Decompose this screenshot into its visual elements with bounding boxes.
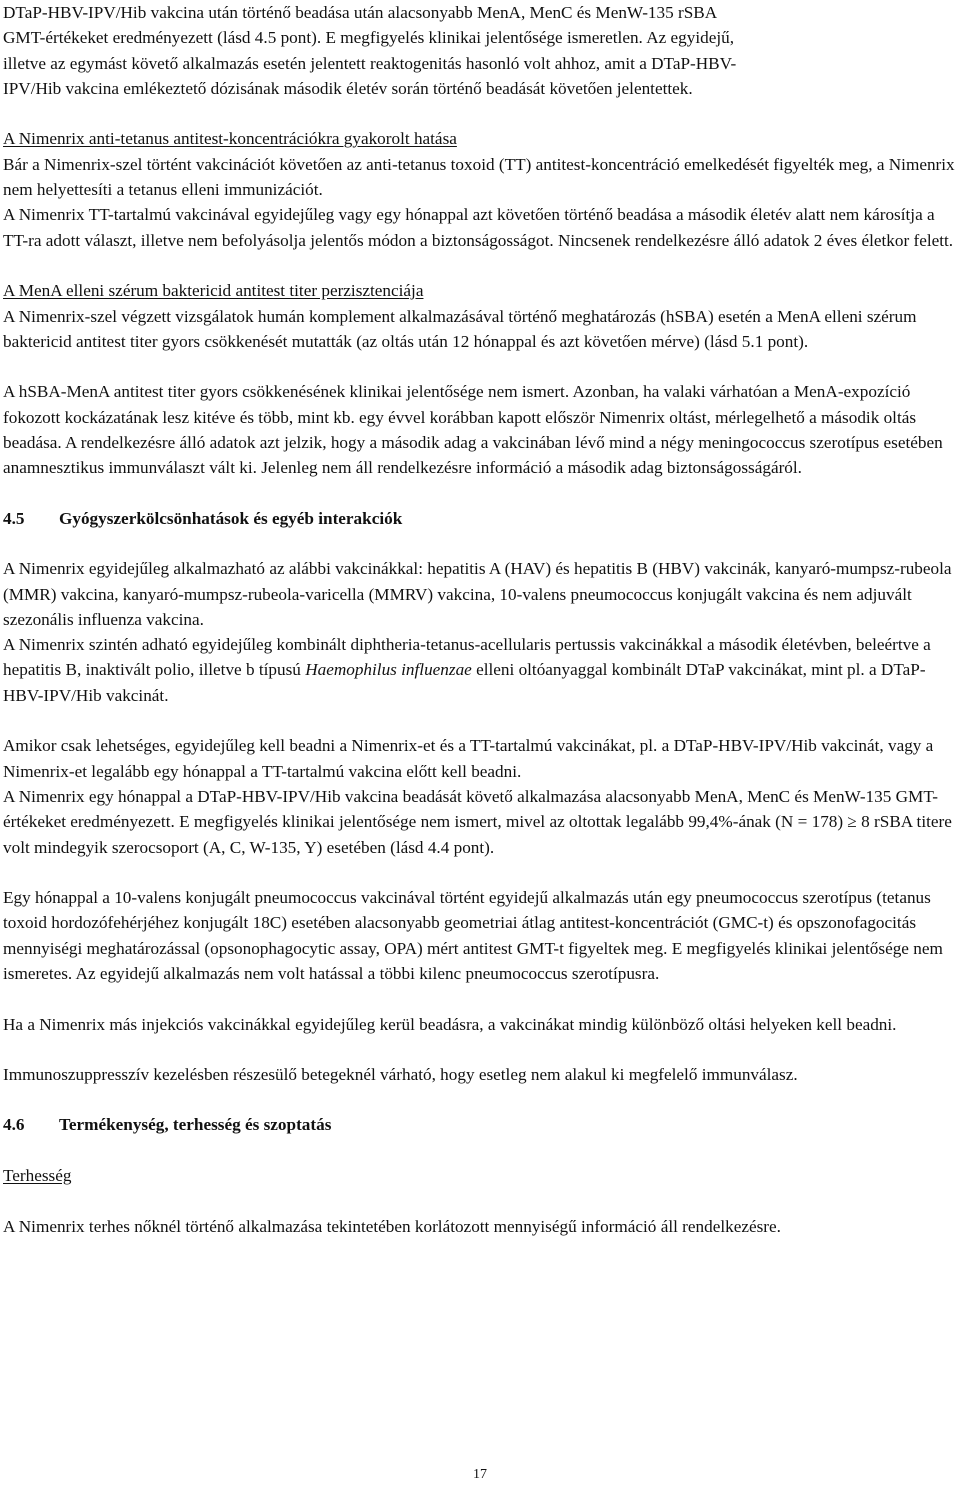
section-4-6-paragraph-1: A Nimenrix terhes nőknél történő alkalmazása tekintetében korlátozott mennyiségű információ áll rendelkezésre.: [3, 1216, 781, 1236]
tetanus-paragraph-2: A Nimenrix TT-tartalmú vakcinával egyidejűleg vagy egy hónappal azt követően történő beadása a második életév alatt nem károsítja a TT-ra adott választ, illetve nem befolyásolja jelentős módon a biztonságosságot. Nincsenek rendelkezésre álló adatok 2 éves életkor felett.: [3, 205, 954, 250]
section-4-5-paragraph-3: Amikor csak lehetséges, egyidejűleg kell beadni a Nimenrix-et és a TT-tartalmú vakcinákat, pl. a DTaP-HBV-IPV/Hib vakcinát, vagy a Nimenrix-et legalább egy hónappal a TT-tartalmú vakcina előtt kell beadni.: [3, 736, 934, 781]
mena-paragraph-1: A Nimenrix-szel végzett vizsgálatok humán komplement alkalmazásával történő meghatározás (hSBA) esetén a MenA elleni szérum baktericid antitest titer gyors csökkenését mutatták (az oltás után 12 hónappal és azt követően mérve) (lásd 5.1 pont).: [3, 306, 917, 351]
pregnancy-subtitle: [3, 1163, 955, 1188]
intro-line-3: illetve az egymást követő alkalmazás esetén jelentett reaktogenitás hasonló volt ahhoz, amit a DTaP-HBV-: [3, 53, 737, 73]
section-4-5-paragraph-4: A Nimenrix egy hónappal a DTaP-HBV-IPV/Hib vakcina beadását követő alkalmazása alacsonyabb MenA, MenC és MenW-135 GMT-értékeket eredményezett. E megfigyelés klinikai jelentősége nem ismert, mivel az oltottak legalább 99,4%-ának (N = 178) ≥ 8 rSBA titere volt mindegyik szerocsoport (A, C, W-135, Y) esetében (lásd 4.4 pont).: [3, 786, 952, 857]
tetanus-title-text: A Nimenrix anti-tetanus antitest-koncentrációkra gyakorolt hatása: [3, 129, 457, 149]
tetanus-title: [3, 126, 955, 151]
tetanus-paragraph-1: Bár a Nimenrix-szel történt vakcinációt követően az anti-tetanus toxoid (TT) antitest-koncentráció emelkedését figyelték meg, a Nimenrix nem helyettesíti a tetanus elleni immunizációt.: [3, 154, 955, 200]
section-4-5-paragraph-7: Immunoszuppresszív kezelésben részesülő betegeknél várható, hogy esetleg nem alakul ki megfelelő immunválasz.: [3, 1065, 798, 1085]
intro-paragraph: [3, 0, 955, 101]
section-4-5-heading: [3, 506, 955, 531]
pregnancy-subtitle-text: Terhesség: [3, 1166, 72, 1186]
mena-title-text: A MenA elleni szérum baktericid antitest titer perzisztenciája: [3, 281, 424, 301]
intro-line-4: IPV/Hib vakcina emlékeztető dózisának második életév során történő beadását követően jelentettek.: [3, 78, 693, 98]
section-4-5-paragraph-2-end: elleni oltóanyaggal kombinált DTaP vakcinákat, mint pl. a DTaP-HBV-IPV/Hib vakcinát.: [3, 660, 926, 705]
section-4-5-paragraph-2-start: A Nimenrix szintén adható egyidejűleg kombinált diphtheria-tetanus-acellularis pertussis vakcinákkal a második életévben, beleértve a hepatitis B, inaktivált polio, illetve b típusú: [3, 635, 931, 680]
document-page: [3, 0, 955, 1239]
section-4-5-title: Gyógyszerkölcsönhatások és egyéb interakciók: [59, 508, 403, 528]
section-4-6-title: Termékenység, terhesség és szoptatás: [59, 1115, 332, 1135]
section-4-5-paragraph-2-italic: Haemophilus influenzae: [305, 660, 472, 680]
section-4-5-paragraph-1: A Nimenrix egyidejűleg alkalmazható az alábbi vakcinákkal: hepatitis A (HAV) és hepatitis B (HBV) vakcinák, kanyaró-mumpsz-rubeola (MMR) vakcina, kanyaró-mumpsz-rubeola-varicella (MMRV) vakcina, 10-valens pneumococcus konjugált vakcina és nem adjuvált szezonális influenza vakcina.: [3, 559, 952, 629]
section-4-5-paragraph-5: Egy hónappal a 10-valens konjugált pneumococcus vakcinával történt egyidejű alkalmazás után egy pneumococcus szerotípus (tetanus toxoid hordozófehérjéhez konjugált 18C) esetében alacsonyabb geometriai átlag antitest-koncentrációt (GMC-t) és opszonofagocitás mennyiségi meghatározással (opsonophagocytic assay, OPA) mért antitest GMT-t figyeltek meg. E megfigyelés klinikai jelentősége nem ismeretes. Az egyidejű alkalmazás nem volt hatással a többi kilenc pneumococcus szerotípusra.: [3, 888, 943, 983]
section-4-5-number: 4.5: [3, 508, 25, 528]
intro-line-2: GMT-értékeket eredményezett (lásd 4.5 pont). E megfigyelés klinikai jelentősége ismeretlen. Az egyidejű,: [3, 28, 735, 48]
section-4-6-heading: [3, 1112, 955, 1137]
mena-paragraph-2: A hSBA-MenA antitest titer gyors csökkenésének klinikai jelentősége nem ismert. Azonban, ha valaki várhatóan a MenA-expozíció fokozott kockázatának lesz kitéve és több, mint kb. egy évvel korábban kapott először Nimenrix oltást, mérlegelhető a második oltás beadása. A rendelkezésre álló adatok azt jelzik, hogy a második adag a vakcinában lévő mind a négy meningococcus szerotípus esetében anamnesztikus immunválaszt vált ki. Jelenleg nem áll rendelkezésre információ a második adag biztonságosságáról.: [3, 382, 943, 478]
intro-line-1: DTaP-HBV-IPV/Hib vakcina után történő beadása után alacsonyabb MenA, MenC és MenW-135 rSBA: [3, 3, 718, 22]
section-4-5-paragraph-2: [3, 632, 955, 708]
section-4-5-paragraph-6: Ha a Nimenrix más injekciós vakcinákkal egyidejűleg kerül beadásra, a vakcinákat mindig különböző oltási helyeken kell beadni.: [3, 1014, 897, 1034]
page-number: 17: [473, 1467, 487, 1482]
section-4-6-number: 4.6: [3, 1115, 25, 1135]
mena-title: [3, 278, 955, 303]
